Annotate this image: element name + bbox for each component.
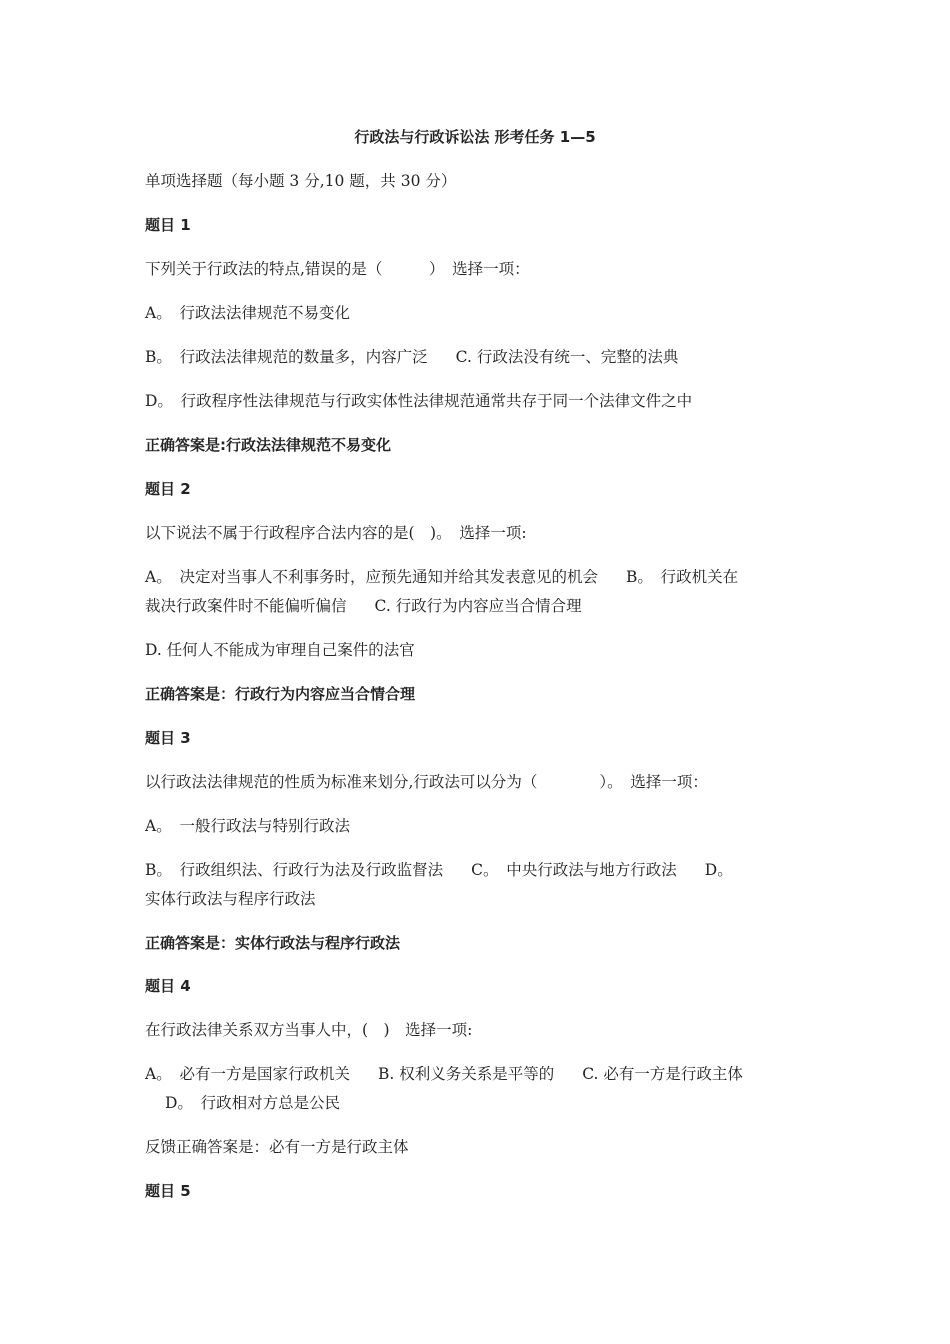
question-4-options-abc	[145, 1060, 810, 1089]
question-4-label: 题目 4	[145, 977, 191, 995]
question-2-label: 题目 2	[145, 480, 191, 498]
question-2-option-a: A。 决定对当事人不利事务时，应预先通知并给其发表意见的机会	[145, 568, 598, 586]
question-1-stem: 下列关于行政法的特点,错误的是（ ） 选择一项：	[145, 260, 530, 278]
question-2-answer: 正确答案是：行政行为内容应当合情合理	[145, 685, 416, 703]
question-2-option-b-part2: 裁决行政案件时不能偏听偏信	[145, 597, 347, 615]
question-3-option-c: C。 中央行政法与地方行政法	[471, 861, 677, 879]
question-2-stem: 以下说法不属于行政程序合法内容的是( )。 选择一项:	[145, 524, 527, 542]
question-2-options-bc	[145, 592, 810, 621]
question-1-label: 题目 1	[145, 216, 191, 234]
question-4-option-d: D。 行政相对方总是公民	[165, 1094, 341, 1112]
question-1-option-b: B。 行政法法律规范的数量多，内容广泛	[145, 348, 428, 366]
question-1-options-bc	[145, 343, 810, 372]
question-1-option-a: A。 行政法法律规范不易变化	[145, 304, 350, 322]
question-4-option-c: C. 必有一方是行政主体	[582, 1065, 743, 1083]
question-2-options-ab	[145, 563, 810, 592]
question-2-option-d: D. 任何人不能成为审理自己案件的法官	[145, 641, 415, 659]
question-3-option-d-part1: D。	[704, 861, 733, 879]
question-3-option-b: B。 行政组织法、行政行为法及行政监督法	[145, 861, 444, 879]
section-heading: 单项选择题（每小题 3 分,10 题，共 30 分）	[145, 172, 457, 190]
question-3-label: 题目 3	[145, 729, 191, 747]
question-1-option-c: C. 行政法没有统一、完整的法典	[455, 348, 679, 366]
document-title: 行政法与行政诉讼法 形考任务 1—5	[354, 128, 596, 146]
question-3-stem: 以行政法法律规范的性质为标准来划分,行政法可以分为（ ）。 选择一项：	[145, 773, 708, 791]
question-1-option-d: D。 行政程序性法律规范与行政实体性法律规范通常共存于同一个法律文件之中	[145, 392, 693, 410]
question-4-answer: 反馈正确答案是：必有一方是行政主体	[145, 1138, 409, 1156]
question-3-answer: 正确答案是：实体行政法与程序行政法	[145, 934, 401, 952]
question-4-stem: 在行政法律关系双方当事人中，( ) 选择一项:	[145, 1021, 473, 1039]
question-1-answer: 正确答案是:行政法法律规范不易变化	[145, 436, 392, 454]
question-3-option-a: A。 一般行政法与特别行政法	[145, 817, 350, 835]
question-5-label: 题目 5	[145, 1182, 191, 1200]
question-3-option-d-part2: 实体行政法与程序行政法	[145, 890, 316, 908]
question-4-option-b: B. 权利义务关系是平等的	[377, 1065, 555, 1083]
question-4-option-a: A。 必有一方是国家行政机关	[145, 1065, 350, 1083]
question-2-option-b-part1: B。 行政机关在	[625, 568, 739, 586]
question-2-option-c: C. 行政行为内容应当合情合理	[374, 597, 582, 615]
question-3-options-bcd	[145, 856, 810, 885]
question-4-option-d-line	[145, 1089, 810, 1118]
